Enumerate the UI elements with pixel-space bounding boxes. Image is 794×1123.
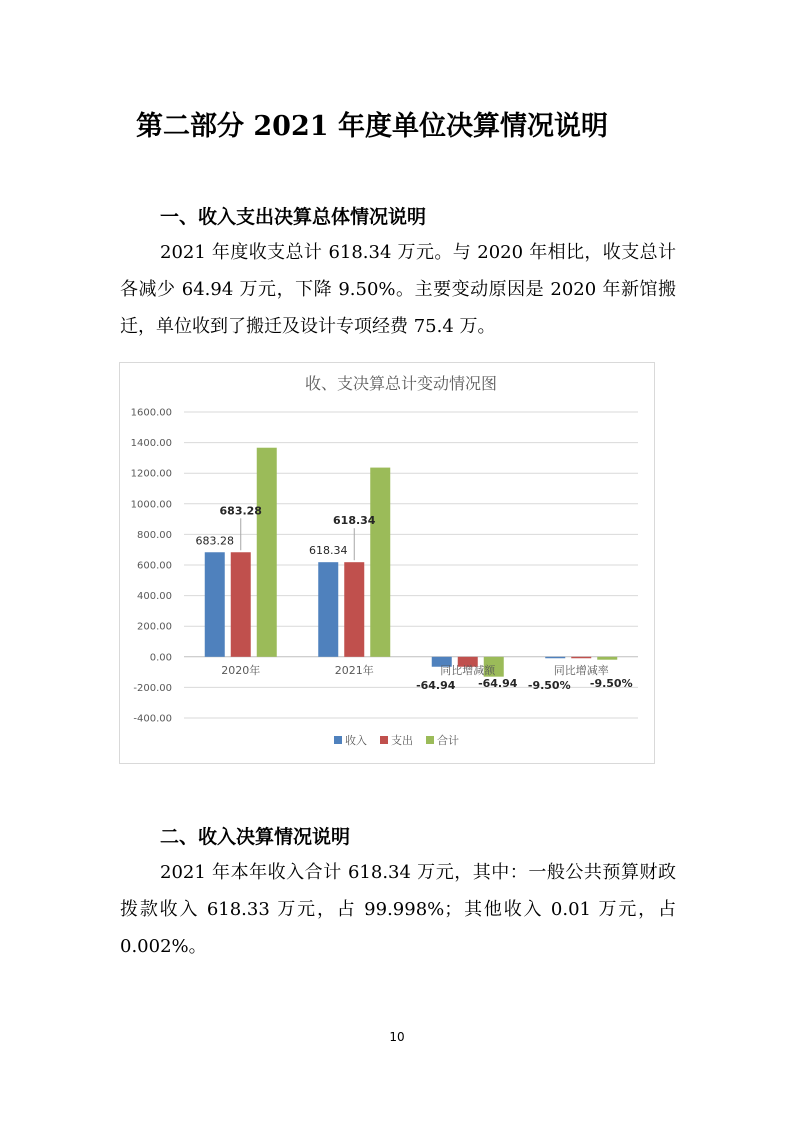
y-tick-label: 1200.00	[130, 468, 172, 480]
legend-swatch-收入	[334, 736, 342, 744]
bar-chart	[120, 363, 654, 763]
page-number: 10	[389, 1030, 405, 1044]
data-label: -9.50%	[589, 676, 633, 690]
data-label: -64.94	[478, 676, 518, 690]
legend-swatch-支出	[380, 736, 388, 744]
legend-swatch-合计	[426, 736, 434, 744]
y-tick-label: 1600.00	[130, 407, 172, 419]
x-tick-label: 2021年	[334, 663, 374, 677]
y-tick-label: 1000.00	[130, 499, 172, 511]
legend-label: 支出	[391, 734, 413, 747]
bar-支出	[571, 657, 591, 658]
page-title: 第二部分 2021 年度单位决算情况说明	[136, 111, 608, 142]
bar-收入	[545, 657, 565, 658]
section-2-paragraph: 2021 年本年收入合计 618.34 万元，其中：一般公共预算财政拨款收入 618.33 万元，占 99.998%；其他收入 0.01 万元，占 0.002%。	[120, 862, 676, 957]
data-label: -9.50%	[527, 678, 571, 692]
y-tick-label: 0.00	[149, 652, 172, 664]
data-label: -64.94	[416, 678, 456, 692]
section-1-paragraph: 2021 年度收支总计 618.34 万元。与 2020 年相比，收支总计各减少 64.94 万元，下降 9.50%。主要变动原因是 2020 年新馆搬迁，单位收到了搬迁及设计专项经费 75.4 万。	[120, 242, 676, 337]
y-tick-label: 200.00	[137, 621, 172, 633]
chart-title: 收、支决算总计变动情况图	[304, 374, 498, 393]
y-tick-label: -200.00	[133, 682, 172, 694]
bar-合计	[597, 657, 617, 660]
x-tick-label: 2020年	[221, 663, 261, 677]
section-heading-1: 一、收入支出决算总体情况说明	[160, 206, 427, 228]
data-label: 618.34	[309, 544, 348, 558]
bar-支出	[344, 562, 364, 657]
x-tick-label: 同比增减率	[553, 663, 609, 677]
y-tick-label: 1400.00	[130, 438, 172, 450]
bar-合计	[370, 468, 390, 657]
y-tick-label: 600.00	[137, 560, 172, 572]
legend-label: 收入	[345, 734, 367, 747]
data-label: 683.28	[219, 504, 262, 518]
data-label: 683.28	[195, 534, 234, 548]
section-heading-2: 二、收入决算情况说明	[160, 826, 351, 848]
bar-合计	[257, 448, 277, 657]
legend-label: 合计	[437, 734, 459, 747]
data-label: 618.34	[333, 514, 376, 528]
x-tick-label: 同比增减额	[440, 663, 496, 677]
bar-收入	[318, 562, 338, 657]
y-tick-label: 400.00	[137, 591, 172, 603]
chart-container	[119, 362, 655, 764]
y-tick-label: -400.00	[133, 713, 172, 725]
y-tick-label: 800.00	[137, 529, 172, 541]
bar-支出	[231, 552, 251, 657]
bar-收入	[205, 552, 225, 657]
